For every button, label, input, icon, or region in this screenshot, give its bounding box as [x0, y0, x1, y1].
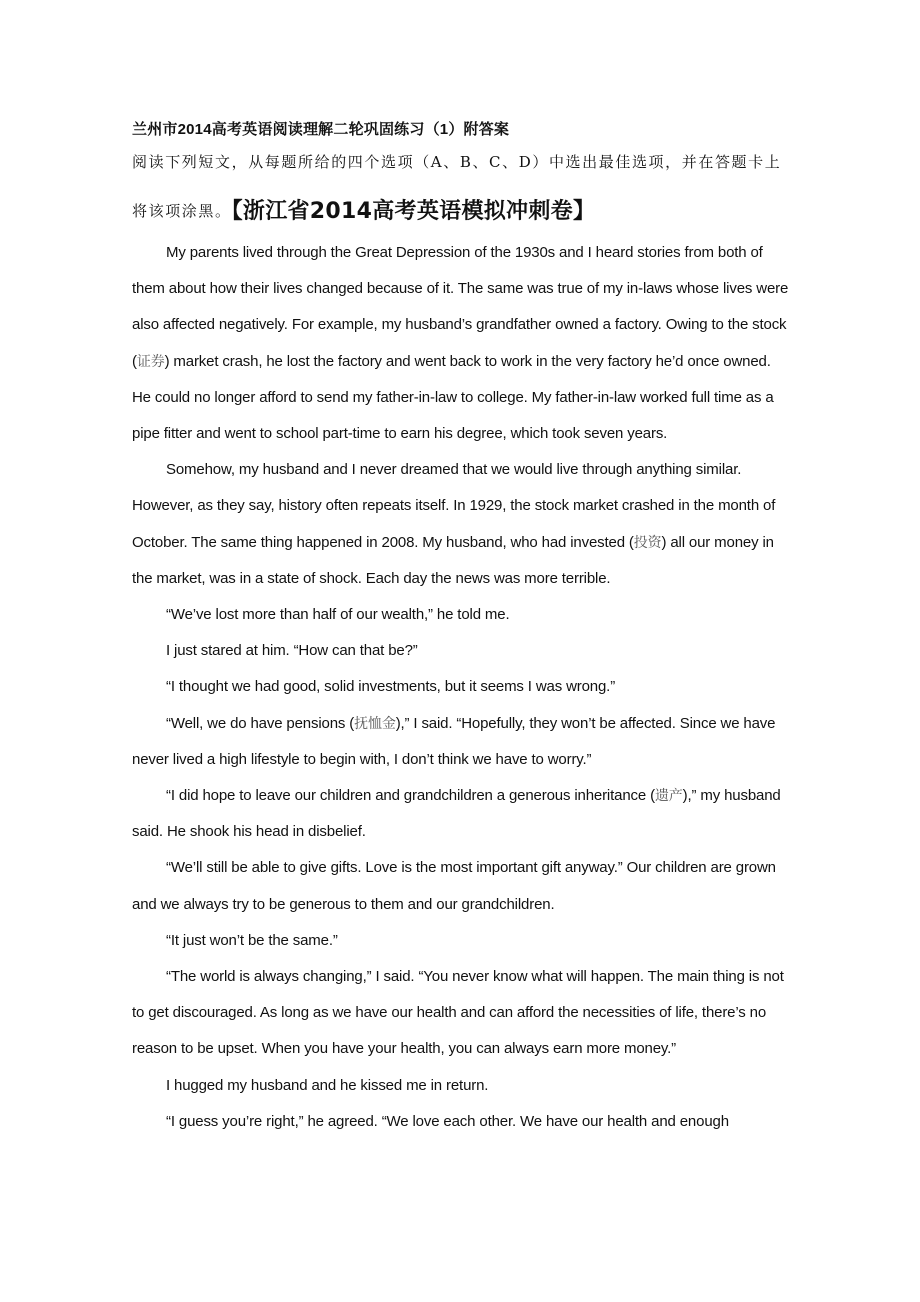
paragraph-text: “We’ll still be able to give gifts. Love is the most important gift anyway.” Our children are grown and we always try to be generous to them and our grandchildren.: [132, 859, 776, 913]
paragraph-5: [132, 669, 792, 705]
paragraph-text: “I guess you’re right,” he agreed. “We love each other. We have our health and enough: [166, 1112, 729, 1130]
paragraph-text: ),” my husband said. He shook his head in disbelief.: [132, 787, 781, 841]
paragraph-text: ),” I said. “Hopefully, they won’t be affected. Since we have never lived a high lifestyle to begin with, I don’t think we have to worry.”: [132, 714, 776, 768]
paragraph-7: [132, 778, 792, 850]
chinese-gloss: 遗产: [654, 788, 683, 805]
paragraph-text: ) market crash, he lost the factory and went back to work in the very factory he’d once owned. He could no longer afford to send my father-in-law to college. My father-in-law worked full time as a pipe fitter and went to school part-time to earn his degree, which took seven years.: [132, 352, 774, 443]
chinese-gloss: 抚恤金: [354, 715, 396, 732]
paragraph-text: “Well, we do have pensions (: [166, 714, 355, 732]
paragraph-text: “It just won’t be the same.”: [166, 931, 338, 949]
paragraph-9: [132, 923, 792, 959]
paragraph-4: [132, 633, 792, 669]
source-tag: 【浙江省2014高考英语模拟冲刺卷】: [231, 199, 596, 224]
paragraph-12: [132, 1104, 792, 1140]
instruction-line-2-text: 将该项涂黑。: [132, 202, 232, 220]
paragraph-6: [132, 706, 792, 778]
document-title: 兰州市2014高考英语阅读理解二轮巩固练习（1）附答案: [132, 121, 510, 138]
paragraph-text: I just stared at him. “How can that be?”: [166, 642, 418, 660]
paragraph-2: [132, 452, 792, 597]
instruction-line-2: [132, 199, 596, 224]
paragraph-text: “I did hope to leave our children and grandchildren a generous inheritance (: [166, 787, 655, 805]
paragraph-text: My parents lived through the Great Depression of the 1930s and I heard stories from both of them about how their lives changed because of it. The same was true of my in-laws whose lives were also affected negatively. For example, my husband’s grandfather owned a factory. Owing to the stock (: [132, 244, 789, 370]
paragraph-text: ) all our money in the market, was in a state of shock. Each day the news was more terrible.: [132, 533, 774, 587]
paragraph-1: [132, 235, 792, 452]
paragraph-10: [132, 959, 792, 1068]
reading-passage: [132, 235, 792, 1140]
paragraph-text: “The world is always changing,” I said. “You never know what will happen. The main thing is not to get discouraged. As long as we have our health and can afford the necessities of life, there’s no reason to be upset. When you have your health, you can always earn more money.”: [132, 968, 784, 1058]
paragraph-11: [132, 1068, 792, 1104]
chinese-gloss: 投资: [633, 534, 662, 551]
paragraph-8: [132, 850, 792, 922]
paragraph-text: Somehow, my husband and I never dreamed that we would live through anything similar. However, as they say, history often repeats itself. In 1929, the stock market crashed in the month of October. The same thing happened in 2008. My husband, who had invested (: [132, 461, 776, 551]
chinese-gloss: 证券: [136, 353, 165, 370]
paragraph-3: [132, 597, 792, 633]
paragraph-text: “I thought we had good, solid investments, but it seems I was wrong.”: [166, 678, 616, 696]
paragraph-text: “We’ve lost more than half of our wealth,” he told me.: [166, 606, 510, 624]
paragraph-text: I hugged my husband and he kissed me in return.: [166, 1076, 489, 1094]
instruction-line-1: 阅读下列短文，从每题所给的四个选项（A、B、C、D）中选出最佳选项，并在答题卡上: [132, 153, 782, 171]
